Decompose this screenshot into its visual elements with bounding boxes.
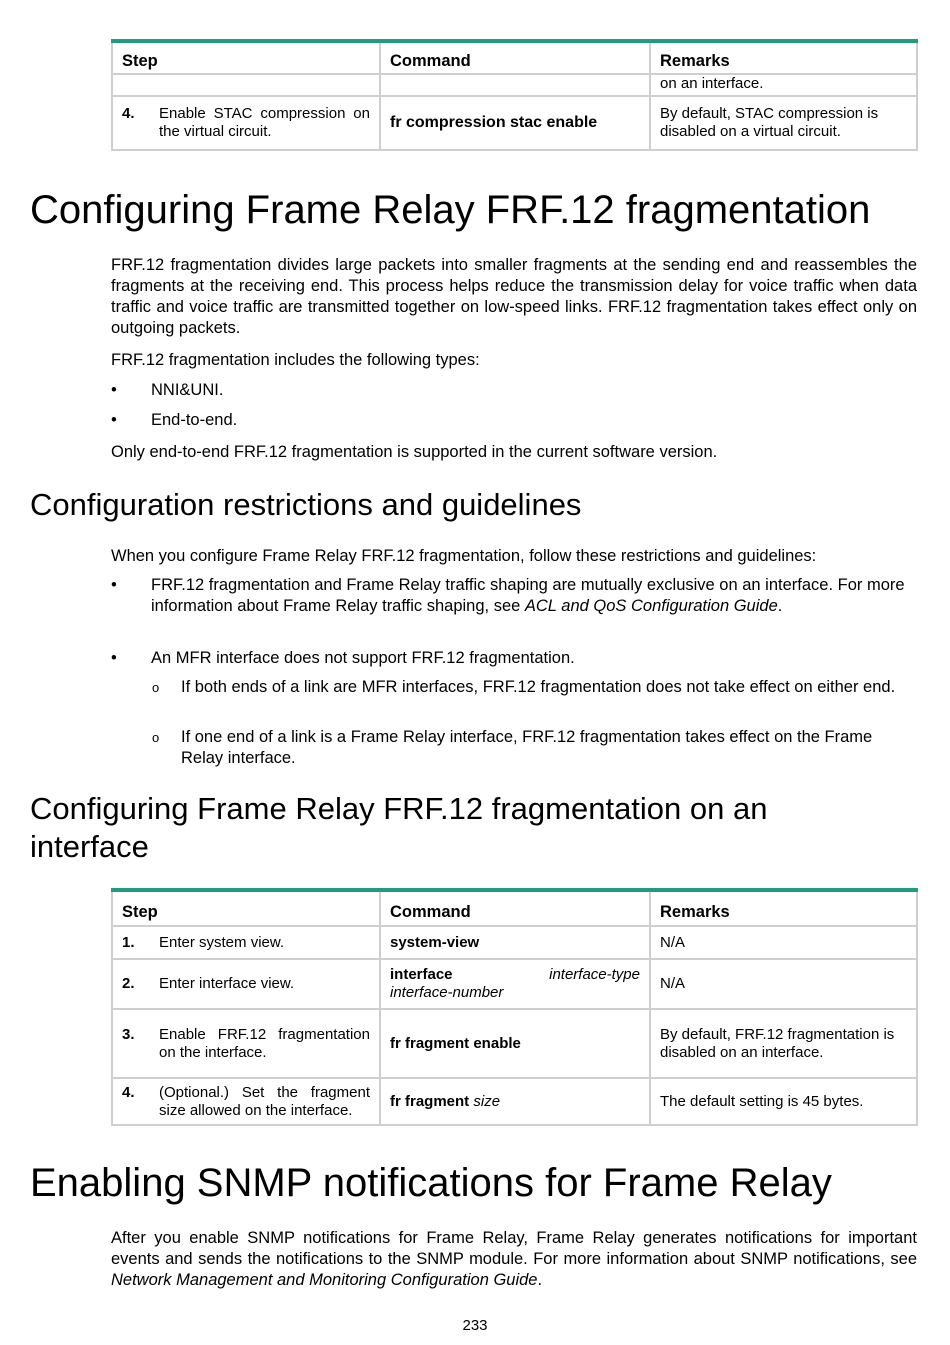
remarks-cell: N/A	[650, 959, 917, 1009]
col-header-step: Step	[112, 41, 380, 74]
sub-list-item: o If both ends of a link are MFR interfaces, FRF.12 fragmentation does not take effect on either end.	[152, 678, 896, 696]
paragraph: After you enable SNMP notifications for Frame Relay, Frame Relay generates notifications for important events and sends the notifications to the SNMP module. For more information about SNMP notifications, see Network Management and Monitoring Configuration Guide.	[111, 1229, 917, 1289]
col-header-command: Command	[380, 41, 650, 74]
remarks-cell: The default setting is 45 bytes.	[650, 1078, 917, 1125]
command-table	[111, 888, 918, 1126]
step-description: Enable FRF.12 fragmentation on the interface.	[159, 1025, 370, 1061]
circle-bullet-icon: o	[152, 730, 160, 745]
subsection-title: Configuration restrictions and guidelines	[30, 487, 582, 522]
table-row	[112, 959, 917, 1009]
bullet-icon: •	[111, 576, 117, 594]
list-item: • NNI&UNI.	[111, 381, 224, 399]
step-number: 4.	[122, 1083, 135, 1101]
list-item: • End-to-end.	[111, 411, 238, 429]
paragraph: FRF.12 fragmentation divides large packets into smaller fragments at the sending end and reassembles the fragments at the receiving end. This process helps reduce the transmission delay for voice traffic when data traffic and voice traffic are transmitted together on low-speed links. FRF.12 fragmentation takes effect only on outgoing packets.	[111, 256, 917, 337]
step-number: 4.	[122, 105, 135, 122]
sub-list-item: o If one end of a link is a Frame Relay interface, FRF.12 fragmentation takes effect on the Frame Relay interface.	[152, 728, 873, 767]
remarks-cell: N/A	[650, 926, 917, 959]
table-row	[112, 926, 917, 959]
col-header-remarks: Remarks	[650, 890, 917, 926]
remarks-cell: By default, STAC compression is disabled on a virtual circuit.	[650, 96, 917, 150]
command-cell: system-view	[380, 926, 650, 959]
step-description: Enable STAC compression on the virtual circuit.	[159, 105, 370, 140]
page-number: 233	[462, 1317, 488, 1334]
step-description: Enter interface view.	[159, 975, 295, 992]
table-row	[112, 96, 917, 150]
command-cell: fr fragment enable	[380, 1009, 650, 1078]
step-description: Enter system view.	[159, 933, 285, 951]
step-number: 1.	[122, 933, 135, 951]
list-item: • An MFR interface does not support FRF.12 fragmentation.	[111, 649, 575, 667]
remarks-cell: By default, FRF.12 fragmentation is disabled on an interface.	[650, 1009, 917, 1078]
bullet-icon: •	[111, 411, 117, 429]
col-header-command: Command	[380, 890, 650, 926]
section-title: Configuring Frame Relay FRF.12 fragmentation	[30, 188, 871, 232]
paragraph: FRF.12 fragmentation includes the following types:	[111, 351, 480, 369]
paragraph: When you configure Frame Relay FRF.12 fragmentation, follow these restrictions and guidelines:	[111, 547, 817, 565]
col-header-step: Step	[112, 890, 380, 926]
circle-bullet-icon: o	[152, 680, 160, 695]
step-number: 3.	[122, 1025, 135, 1043]
paragraph: Only end-to-end FRF.12 fragmentation is supported in the current software version.	[111, 443, 718, 461]
list-item: • FRF.12 fragmentation and Frame Relay traffic shaping are mutually exclusive on an interface. For more information about Frame Relay traffic shaping, see ACL and QoS Configuration Guide.	[111, 576, 905, 615]
command-cell: fr fragment size	[380, 1078, 650, 1125]
table-row	[112, 74, 917, 96]
table-row	[112, 1009, 917, 1078]
bullet-icon: •	[111, 649, 117, 667]
command-cell: fr compression stac enable	[380, 96, 650, 150]
remarks-cell: on an interface.	[650, 74, 917, 96]
command-cell: interface interface-type interface-number	[380, 959, 650, 1009]
subsection-title: Configuring Frame Relay FRF.12 fragmentation on an interface	[30, 791, 768, 864]
step-number: 2.	[122, 975, 135, 992]
document-reference: ACL and QoS Configuration Guide	[524, 597, 778, 615]
section-title: Enabling SNMP notifications for Frame Relay	[30, 1161, 832, 1205]
document-reference: Network Management and Monitoring Configuration Guide	[111, 1271, 538, 1289]
step-description: (Optional.) Set the fragment size allowed on the interface.	[159, 1083, 370, 1119]
table-row	[112, 1078, 917, 1125]
command-table-continued	[111, 39, 918, 151]
bullet-icon: •	[111, 381, 117, 399]
col-header-remarks: Remarks	[650, 41, 917, 74]
